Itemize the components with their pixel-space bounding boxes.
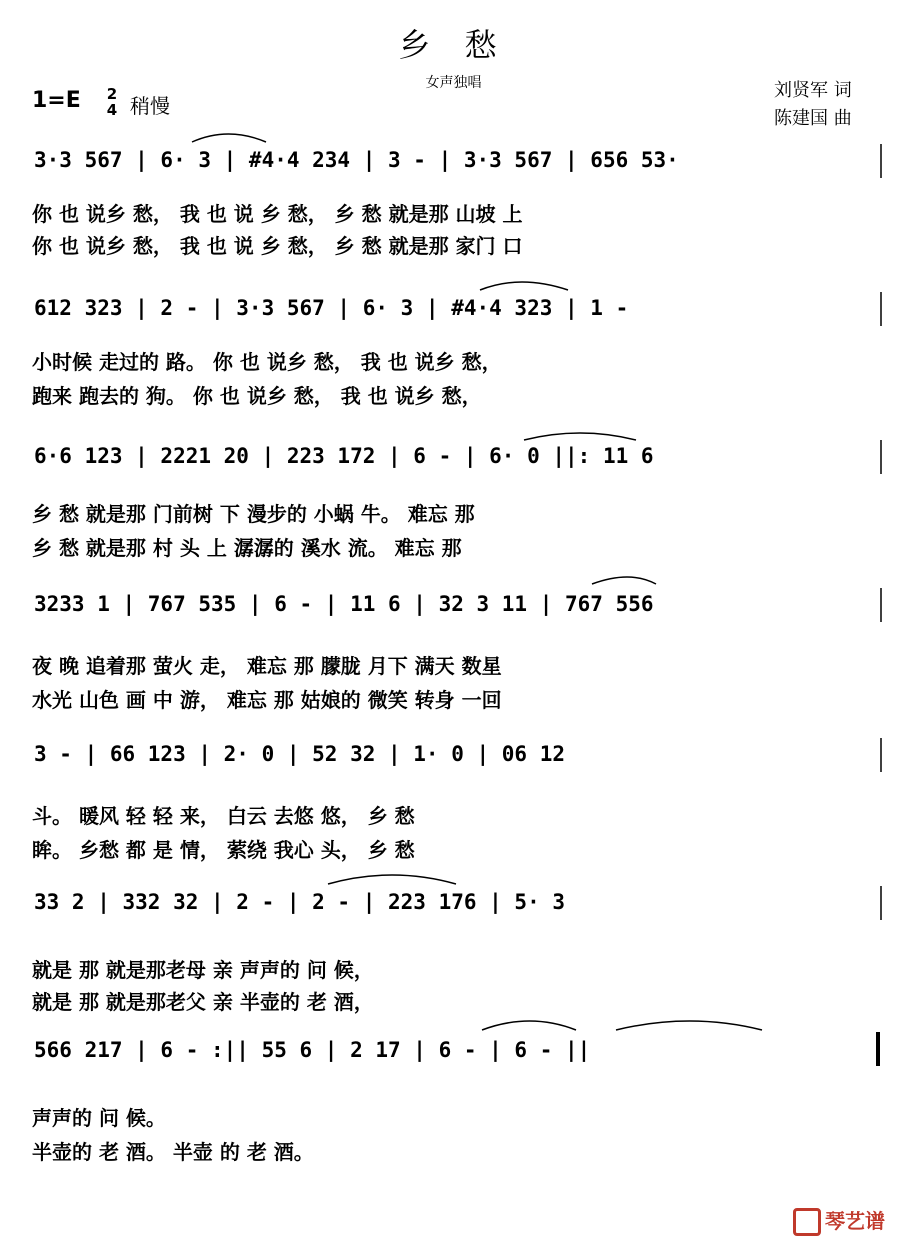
lyrics-row-7-verse-2: 半壶的 老 酒。 半壶 的 老 酒。 (32, 1140, 314, 1164)
lyricist-credit: 刘贤军 词 (774, 80, 852, 101)
notation-row-2: 612 323 | 2 - | 3·3 567 | 6· 3 | #4·4 323 | 1 - (34, 296, 629, 320)
notation-row-6: 33 2 | 332 32 | 2 - | 2 - | 223 176 | 5· 3 (34, 890, 566, 914)
time-bottom: 4 (106, 101, 118, 119)
lyrics-row-5-verse-2: 眸。 乡愁 都 是 情， 萦绕 我心 头， 乡 愁 (32, 838, 415, 862)
composer-credit: 陈建国 曲 (774, 108, 852, 129)
lyrics-row-4-verse-2: 水光 山色 画 中 游， 难忘 那 姑娘的 微笑 转身 一回 (32, 688, 502, 712)
song-title: 乡 愁 (398, 26, 509, 64)
lyrics-row-7-verse-1: 声声的 问 候。 (32, 1106, 166, 1130)
lyrics-row-3-verse-2: 乡 愁 就是那 村 头 上 潺潺的 溪水 流。 难忘 那 (32, 536, 462, 560)
lyrics-row-6-verse-1: 就是 那 就是那老母 亲 声声的 问 候， (32, 958, 374, 982)
notation-row-4: 3233 1 | 767 535 | 6 - | 11 6 | 32 3 11 | 767 556 (34, 592, 654, 616)
notation-row-3: 6·6 123 | 2221 20 | 223 172 | 6 - | 6· 0 ||: 11 6 (34, 444, 654, 468)
notation-row-5: 3 - | 66 123 | 2· 0 | 52 32 | 1· 0 | 06 12 (34, 742, 566, 766)
lyrics-row-1-verse-2: 你 也 说乡 愁， 我 也 说 乡 愁， 乡 愁 就是那 家门 口 (32, 234, 523, 258)
time-top: 2 (106, 85, 118, 103)
lyrics-row-1-verse-1: 你 也 说乡 愁， 我 也 说 乡 愁， 乡 愁 就是那 山坡 上 (32, 202, 523, 226)
lyrics-row-5-verse-1: 斗。 暖风 轻 轻 来， 白云 去悠 悠， 乡 愁 (32, 804, 415, 828)
watermark-text: 琴艺谱 (825, 1208, 885, 1233)
lyrics-row-2-verse-2: 跑来 跑去的 狗。 你 也 说乡 愁， 我 也 说乡 愁， (32, 384, 482, 408)
lyrics-row-6-verse-2: 就是 那 就是那老父 亲 半壶的 老 酒， (32, 990, 374, 1014)
tempo-marking: 稍慢 (130, 94, 170, 118)
watermark-logo (793, 1205, 885, 1237)
notation-row-1: 3·3 567 | 6· 3 | #4·4 234 | 3 - | 3·3 567 | 656 53· (34, 148, 679, 172)
performance-type: 女声独唱 (425, 75, 482, 91)
notation-row-7: 566 217 | 6 - :|| 55 6 | 2 17 | 6 - | 6 - || (34, 1038, 591, 1062)
watermark-icon (793, 1208, 821, 1236)
lyrics-row-3-verse-1: 乡 愁 就是那 门前树 下 漫步的 小蜗 牛。 难忘 那 (32, 502, 475, 526)
key-signature: 1=E (32, 88, 81, 113)
lyrics-row-4-verse-1: 夜 晚 追着那 萤火 走， 难忘 那 朦胧 月下 满天 数星 (32, 654, 502, 678)
lyrics-row-2-verse-1: 小时候 走过的 路。 你 也 说乡 愁， 我 也 说乡 愁， (32, 350, 502, 374)
